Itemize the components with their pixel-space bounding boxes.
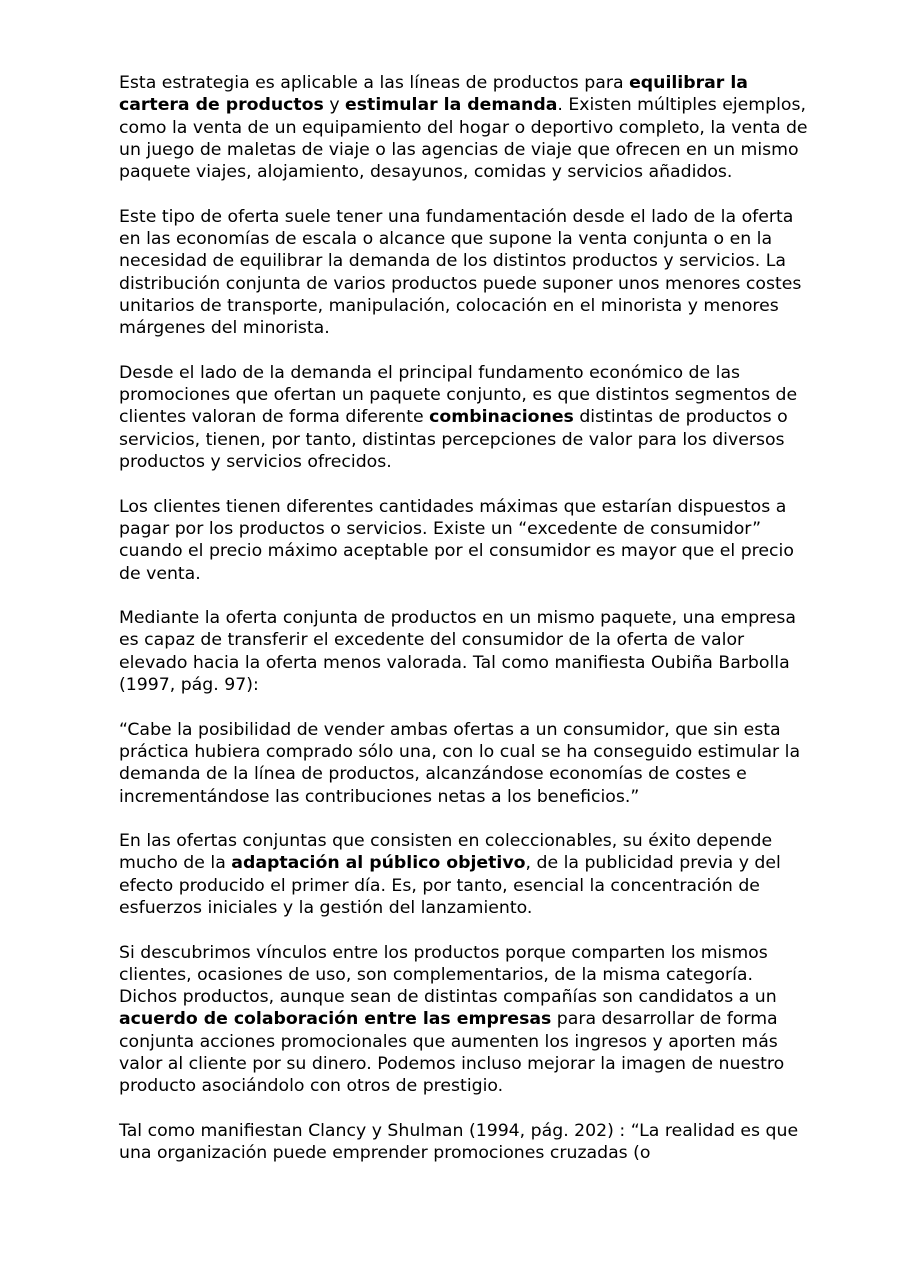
text-run: En las ofertas conjuntas que consisten en coleccionables, su éxito depende mucho de la <box>119 831 773 874</box>
text-run: Tal como manifiestan Clancy y Shulman (1994, pág. 202) : “La realidad es que una organización puede emprender promociones cruzadas (o <box>119 1120 799 1164</box>
text-run: Desde el lado de la demanda el principal fundamento económico de las promociones que ofertan un paquete conjunto, es que distintos segmentos de clientes valoran de forma diferente <box>119 362 798 428</box>
text-run: y <box>323 95 346 116</box>
bold-text: acuerdo de colaboración entre las empresas <box>119 1009 552 1030</box>
text-run: distintas de productos o servicios, tienen, por tanto, distintas percepciones de valor para los diversos productos y servicios ofrecidos. <box>119 407 788 473</box>
text-run: para desarrollar de forma conjunta acciones promocionales que aumenten los ingresos y aporten más valor al cliente por su dinero. Podemos incluso mejorar la imagen de nuestro producto asociándolo con otros de prestigio. <box>119 1009 785 1097</box>
text-run: Mediante la oferta conjunta de productos en un mismo paquete, una empresa es capaz de transferir el excedente del consumidor de la oferta de valor elevado hacia la oferta menos valorada. Tal como manifiesta Oubiña Barbolla (1997, pág. 97): <box>119 608 797 696</box>
paragraph <box>119 206 809 340</box>
text-run: . Existen múltiples ejemplos, como la venta de un equipamiento del hogar o deportivo completo, la venta de un juego de maletas de viaje o las agencias de viaje que ofrecen en un mismo paquete viajes, alojamiento, desayunos, comidas y servicios añadidos. <box>119 95 808 183</box>
paragraph <box>119 607 809 696</box>
document-page <box>119 72 809 1187</box>
paragraph <box>119 362 809 473</box>
paragraph <box>119 1120 809 1165</box>
bold-text: adaptación al público objetivo <box>231 853 526 874</box>
text-run: Esta estrategia es aplicable a las líneas de productos para <box>119 73 630 93</box>
paragraph <box>119 72 809 183</box>
bold-text: estimular la demanda <box>345 95 558 116</box>
quote-paragraph <box>119 719 809 808</box>
text-run: Este tipo de oferta suele tener una fundamentación desde el lado de la oferta en las economías de escala o alcance que supone la venta conjunta o en la necesidad de equilibrar la demanda de los distintos productos y servicios. La distribución conjunta de varios productos puede suponer unos menores costes unitarios de transporte, manipulación, colocación en el minorista y menores márgenes del minorista. <box>119 206 802 339</box>
bold-text: equilibrar la cartera de productos <box>119 73 748 116</box>
text-run: Si descubrimos vínculos entre los productos porque comparten los mismos clientes, ocasiones de uso, son complementarios, de la misma categoría. Dichos productos, aunque sean de distintas compañías son candidatos a un <box>119 942 777 1008</box>
text-run: “Cabe la posibilidad de vender ambas ofertas a un consumidor, que sin esta práctica hubiera comprado sólo una, con lo cual se ha conseguido estimular la demanda de la línea de productos, alcanzándose economías de costes e incrementándose las contribuciones netas a los beneficios.” <box>119 719 801 807</box>
paragraph <box>119 496 809 585</box>
text-run: , de la publicidad previa y del efecto producido el primer día. Es, por tanto, esencial la concentración de esfuerzos iniciales y la gestión del lanzamiento. <box>119 853 781 918</box>
text-run: Los clientes tienen diferentes cantidades máximas que estarían dispuestos a pagar por los productos o servicios. Existe un “excedente de consumidor” cuando el precio máximo aceptable por el consumidor es mayor que el precio de venta. <box>119 496 794 584</box>
paragraph <box>119 942 809 1098</box>
paragraph <box>119 830 809 919</box>
bold-text: combinaciones <box>429 407 574 428</box>
